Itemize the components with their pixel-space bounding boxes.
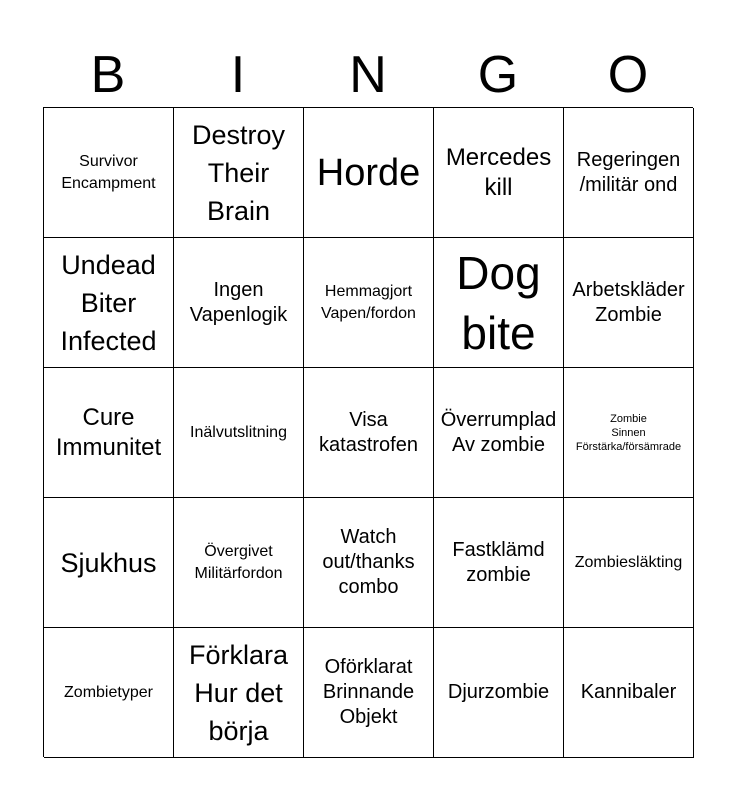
- bingo-cell-r2-c2[interactable]: [174, 238, 304, 368]
- bingo-cell-r1-c5[interactable]: [564, 108, 694, 238]
- cell-text: Regeringen /militär ond: [576, 148, 681, 196]
- bingo-cell-r4-c1[interactable]: [44, 498, 174, 628]
- bingo-cell-r4-c5[interactable]: [564, 498, 694, 628]
- cell-text: Visa katastrofen: [319, 408, 418, 456]
- bingo-cell-r1-c4[interactable]: [434, 108, 564, 238]
- bingo-cell-r4-c4[interactable]: [434, 498, 564, 628]
- bingo-cell-r3-c3[interactable]: [304, 368, 434, 498]
- bingo-cell-r2-c5[interactable]: [564, 238, 694, 368]
- header-letter-o: O: [607, 46, 649, 104]
- cell-text: Cure Immunitet: [55, 403, 162, 461]
- bingo-cell-r5-c5[interactable]: [564, 628, 694, 758]
- cell-text: Mercedes kill: [445, 143, 552, 201]
- header-letter-i: I: [230, 46, 246, 104]
- cell-text: Inälvutslitning: [190, 423, 287, 441]
- bingo-cell-r4-c3[interactable]: [304, 498, 434, 628]
- cell-text: Övergivet Militärfordon: [194, 542, 283, 582]
- cell-text: Hemmagjort Vapen/fordon: [321, 282, 416, 322]
- cell-text: Ingen Vapenlogik: [189, 278, 288, 326]
- header-letter-n: N: [349, 46, 387, 104]
- bingo-cell-r2-c4[interactable]: [434, 238, 564, 368]
- cell-text: Zombie Sinnen Förstärka/försämrade: [575, 412, 682, 453]
- cell-text: Undead Biter Infected: [60, 249, 157, 356]
- bingo-cell-r1-c2[interactable]: [174, 108, 304, 238]
- bingo-cell-r3-c4[interactable]: [434, 368, 564, 498]
- cell-text: Oförklarat Brinnande Objekt: [322, 656, 415, 728]
- cell-text: Dog bite: [456, 246, 541, 359]
- cell-text: Survivor Encampment: [61, 152, 156, 192]
- bingo-board: [43, 107, 693, 757]
- bingo-cell-r5-c4[interactable]: [434, 628, 564, 758]
- cell-text: Sjukhus: [60, 547, 157, 578]
- bingo-cell-r3-c2[interactable]: [174, 368, 304, 498]
- bingo-cell-r1-c3[interactable]: [304, 108, 434, 238]
- cell-text: Watch out/thanks combo: [322, 526, 415, 598]
- header-letter-b: B: [90, 46, 126, 104]
- bingo-cell-r3-c5[interactable]: [564, 368, 694, 498]
- cell-text: Kannibaler: [580, 681, 677, 703]
- bingo-cell-r5-c2[interactable]: [174, 628, 304, 758]
- bingo-cell-r2-c3[interactable]: [304, 238, 434, 368]
- bingo-cell-r1-c1[interactable]: [44, 108, 174, 238]
- cell-text: Fastklämd zombie: [452, 538, 545, 586]
- bingo-cell-r3-c1[interactable]: [44, 368, 174, 498]
- cell-text: Djurzombie: [447, 681, 550, 703]
- cell-text: Zombiesläkting: [574, 553, 683, 571]
- bingo-header: [43, 44, 693, 106]
- cell-text: Destroy Their Brain: [191, 119, 286, 226]
- bingo-cell-r5-c1[interactable]: [44, 628, 174, 758]
- cell-text: Zombietyper: [64, 683, 153, 701]
- bingo-cell-r5-c3[interactable]: [304, 628, 434, 758]
- bingo-cell-r2-c1[interactable]: [44, 238, 174, 368]
- cell-text: Arbetskläder Zombie: [572, 278, 685, 326]
- bingo-cell-r4-c2[interactable]: [174, 498, 304, 628]
- cell-text: Förklara Hur det börja: [188, 639, 289, 746]
- cell-text: Horde: [316, 151, 421, 194]
- header-letter-g: G: [477, 46, 519, 104]
- cell-text: Överrumplad Av zombie: [440, 408, 557, 456]
